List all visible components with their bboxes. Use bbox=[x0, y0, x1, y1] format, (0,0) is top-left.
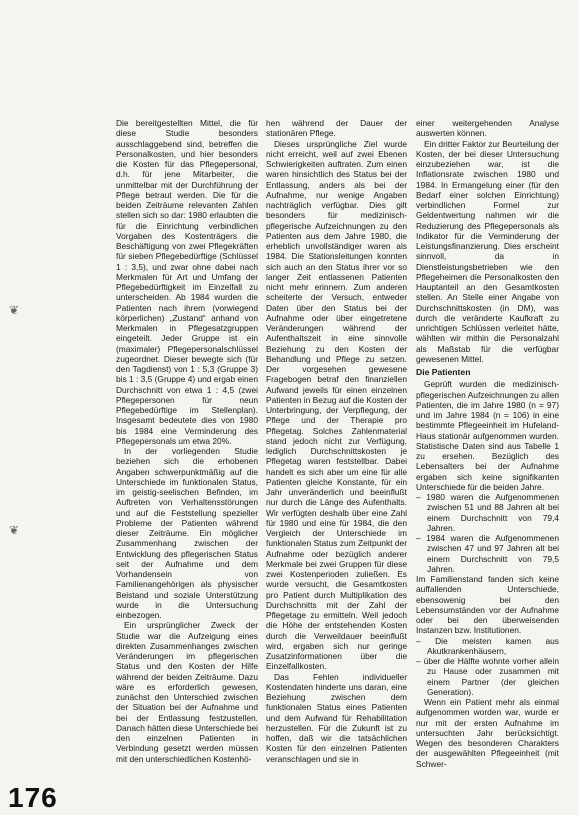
section-heading: Die Patienten bbox=[416, 367, 471, 377]
list-item: – 1980 waren die Aufgenommenen zwischen 51 und 88 Jahren alt bei einem Durchschnitt von 79,4 Jahren. bbox=[416, 492, 559, 533]
text-column-3 bbox=[416, 118, 559, 768]
paragraph: einer weitergehenden Analyse auswerten können. bbox=[416, 118, 559, 139]
list-item: – 1984 waren die Aufgenommenen zwischen 47 und 97 Jahren alt bei einem Durchschnitt von 79,5 Jahren. bbox=[416, 533, 559, 574]
paragraph: Geprüft wurden die medizinisch-pflegerischen Aufzeichnungen zu allen Patienten, die im Jahre 1980 (n = 97) und im Jahre 1984 (n = 106) in eine bestimmte Pflegeeinheit im Hufeland-Haus stationär aufgenommen wurden. Statistische Daten sind aus Tabelle 1 zu ersehen. Bezüglich des Lebensalters bei der Aufnahme ergaben sich keine signifikanten Unterschiede für die beiden Jahre. bbox=[416, 379, 559, 492]
bullet-list bbox=[416, 636, 559, 698]
paragraph: Wenn ein Patient mehr als einmal aufgenommen worden war, wurde er nur mit der ersten Aufnahme im untersuchten Jahr berücksichtigt. Wegen des besonderen Charakters der ausgewählten Pflegeeinheit (mit Schwer- bbox=[416, 697, 559, 768]
list-item: – über die Hälfte wohnte vorher allein zu Hause oder zusammen mit einem Partner (der gleichen Generation). bbox=[416, 656, 559, 697]
text-column-1 bbox=[116, 118, 258, 808]
paragraph: hen während der Dauer der stationären Pflege. bbox=[266, 118, 407, 139]
paragraph: Im Familienstand fanden sich keine auffallenden Unterschiede, ebensowenig bei den Lebensumständen vor der Aufnahme oder bei den überweisenden Instanzen bzw. Institutionen. bbox=[416, 574, 559, 636]
paragraph: Die bereitgestellten Mittel, die für diese Studie besonders ausschlaggebend sind, betreffen die Personalkosten, und hier besonders die Kosten für das Pflegepersonal, d.h. für jene Mitarbeiter, die unmittelbar mit der Durchführung der Pflege betraut werden. Die für die beiden Zeiträume relevanten Zahlen stellen sich so dar: 1980 erlaubten die für die Einrichtung verbindlichen Vorgaben des Kostenträgers die Beschäftigung von zwei Pflegekräften für sieben Pflegebedürftige (Schlüssel 1 : 3,5), und zwar ohne dabei nach Merkmalen für Art und Umfang der Pflegebedürftigkeit im Einzelfall zu unterscheiden. Ab 1984 wurden die Patienten nach ihrem (vorwiegend körperlichen) „Zustand“ anhand von Merkmalen in Pflegesatzgruppen eingeteilt. Jeder Gruppe ist ein (maximaler) Pflegepersonalschlüssel zugeordnet. Dieser bewegte sich (für den Tagdienst) von 1 : 5,3 (Gruppe 3) bis 1 : 3,5 (Gruppe 4) und ergab einen Durchschnitt von etwa 1 : 4,5 (zwei Pflegepersonen für neun Pflegebedürftige im Stellenplan). Insgesamt bedeutete dies von 1980 bis 1984 eine Verminderung des Pflegepersonals um etwa 20%. bbox=[116, 118, 258, 446]
list-item: – Die meisten kamen aus Akutkrankenhäusern, bbox=[416, 635, 559, 656]
paragraph: Ein dritter Faktor zur Beurteilung der Kosten, der bei dieser Untersuchung einzubeziehen war, ist die Inflationsrate zwischen 1980 und 1984. In Ermangelung einer (für den Bedarf einer solchen Einrichtung) verbindlichen Formel zur Geldentwertung nahmen wir die Reduzierung des Pflegepersonals als Indikator für die Verminderung der Leistungsfinanzierung. Dies erscheint sinnvoll, da in Dienstleistungsbetrieben wie den Pflegeheimen die Personalkosten den Hauptanteil an den Gesamtkosten stellen. An Stelle einer Angabe von Durchschnittskosten (in DM), was durch die veränderte Kaufkraft zu unrichtigen Schlüssen verleitet hätte, wählten wir mithin die Personalzahl als Maßstab für die verfügbar gewesenen Mittel. bbox=[416, 138, 559, 364]
paragraph: Ein ursprünglicher Zweck der Studie war die Aufzeigung eines direkten Zusammenhanges zwischen Veränderungen im pflegerischen Status und den Kosten der Hilfe während der beiden Zeiträume. Dazu wäre es erforderlich gewesen, zunächst den Unterschied zwischen der Situation bei der Aufnahme und bei der Entlassung festzustellen. Danach hätten diese Unterschiede bei den einzelnen Patienten in Verbindung gesetzt werden müssen mit den unterschiedlichen Kostenhö- bbox=[116, 620, 258, 764]
paragraph: In der vorliegenden Studie beziehen sich die erhobenen Angaben schwerpunktmäßig auf die Unterschiede im funktionalen Status, im geistig-seelischen Befinden, im Auftreten von Verhaltensstörungen und auf die Feststellung spezieller Probleme der Patienten während dieser Zeiträume. Ein möglicher Zusammenhang zwischen der Entwicklung des pflegerischen Status seit der Aufnahme und dem Vorhandensein von Familienangehörigen als physischer Beistand und soziale Unterstützung wurde in die Untersuchung einbezogen. bbox=[116, 446, 258, 620]
bullet-list bbox=[416, 492, 559, 574]
text-column-2 bbox=[266, 118, 407, 778]
margin-scan-mark: ❦ bbox=[9, 523, 20, 537]
paragraph: Dieses ursprüngliche Ziel wurde nicht erreicht, weil auf zwei Ebenen Schwierigkeiten auftraten. Zum einen waren hinsichtlich des Status bei der Entlassung, anders als bei der Aufnahme, nur wenige Angaben nachträglich verfügbar. Dies gilt besonders für medizinisch-pflegerische Aufzeichnungen zu den Patienten aus dem Jahre 1980, die erheblich unvollständiger waren als 1984. Die Stationsleitungen konnten sich auch an den Status ihrer vor so langer Zeit entlassenen Patienten nicht mehr erinnern. Zum anderen scheiterte der Versuch, entweder Daten über den Status bei der Aufnahme oder über eingetretene Veränderungen während der Aufenthaltszeit in eine sinnvolle Beziehung zu den Kosten der Behandlung und Pflege zu setzen. Der vorgesehen gewesene Fragebogen betraf den finanziellen Aufwand jeweils für einen einzelnen Patienten in Bezug auf die Kosten der Unterbringung, der Verpflegung, der Pflege und der Therapie pro Pflegetag. Solches Zahlenmaterial stand jedoch nicht zur Verfügung, lediglich Durchschnittskosten je Pflegetag waren feststellbar. Dabei handelt es sich aber um eine für alle Patienten gleiche Konstante, für ein Jahr unveränderlich und beeinflußt nur durch die Länge des Aufenthalts. Wir verfügten deshalb über eine Zahl für 1980 und eine für 1984, die den Vergleich der Unterschiede im funktionalen Status zum Zeitpunkt der Aufnahme oder bezüglich anderer Merkmale bei zwei Gruppen für diese zwei Kostenperioden zuließen. Es wurde versucht, die Gesamtkosten pro Patient durch Multiplikation des Durchschnitts mit der Zahl der Pflegetage zu ermitteln. Weil jedoch die Höhe der entstehenden Kosten durch die Verweildauer beeinflußt wird, ergaben sich nur geringe Zusatzinformationen über die Einzelfallkosten. bbox=[266, 138, 407, 672]
page-number: 176 bbox=[8, 782, 58, 813]
margin-scan-mark: ❦ bbox=[9, 303, 20, 317]
paragraph: Das Fehlen individueller Kostendaten hinderte uns daran, eine Beziehung zwischen dem funktionalen Status eines Patienten und dem Aufwand für Rehabilitation herzustellen. Für die Zukunft ist zu hoffen, daß wir die tatsächlichen Kosten für den einzelnen Patienten veranschlagen und sie in bbox=[266, 671, 407, 764]
